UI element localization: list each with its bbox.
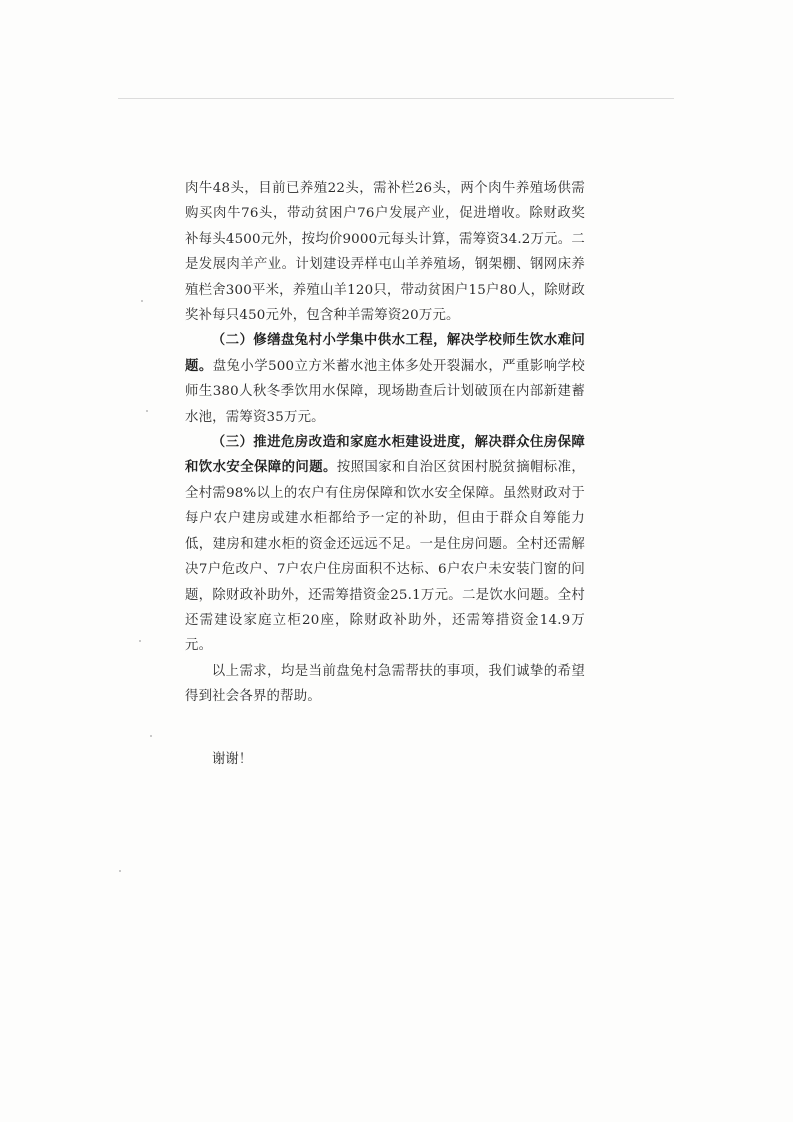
document-body xyxy=(185,176,585,710)
paragraph-livestock xyxy=(185,176,585,328)
paragraph-summary xyxy=(185,659,585,710)
paragraph-text: 按照国家和自治区贫困村脱贫摘帽标准，全村需98%以上的农户有住房保障和饮水安全保障。虽然财政对于每户农户建房或建水柜都给予一定的补助，但由于群众自筹能力低，建房和建水柜的资金还远远不足。一是住房问题。全村还需解决7户危改户、7户农户住房面积不达标、6户农户未安装门窗的问题，除财政补助外，还需筹措资金25.1万元。二是饮水问题。全村还需建设家庭立柜20座，除财政补助外，还需筹措资金14.9万元。 xyxy=(185,460,585,654)
scan-speck xyxy=(146,410,148,412)
paragraph-housing-water xyxy=(185,430,585,659)
scan-speck xyxy=(139,640,141,642)
section-heading-school-water: （二）修缮盘兔村小学集中供水工程，解决学校师生饮水难问题。 xyxy=(185,332,585,374)
paragraph-text: 盘兔小学500立方米蓄水池主体多处开裂漏水，严重影响学校师生380人秋冬季饮用水保障，现场勘查后计划破顶在内部新建蓄水池，需筹资35万元。 xyxy=(185,358,585,425)
scan-speck xyxy=(119,870,121,872)
top-divider xyxy=(118,98,674,99)
paragraph-school-water xyxy=(185,328,585,430)
closing-thanks: 谢谢！ xyxy=(212,752,253,767)
section-heading-housing-water: （三）推进危房改造和家庭水柜建设进度，解决群众住房保障和饮水安全保障的问题。 xyxy=(185,434,585,476)
paragraph-text: 肉牛48头，目前已养殖22头，需补栏26头，两个肉牛养殖场供需购买肉牛76头，带动贫困户76户发展产业，促进增收。除财政奖补每头4500元外，按均价9000元每头计算，需筹资34.2万元。二是发展肉羊产业。计划建设弄样屯山羊养殖场，钢架棚、钢网床养殖栏舍300平米，养殖山羊120只，带动贫困户15户80人，除财政奖补每只450元外，包含种羊需筹资20万元。 xyxy=(185,181,585,324)
paragraph-text: 以上需求，均是当前盘兔村急需帮扶的事项，我们诚挚的希望得到社会各界的帮助。 xyxy=(185,663,585,705)
scan-speck xyxy=(150,735,152,737)
scan-speck xyxy=(141,300,143,302)
